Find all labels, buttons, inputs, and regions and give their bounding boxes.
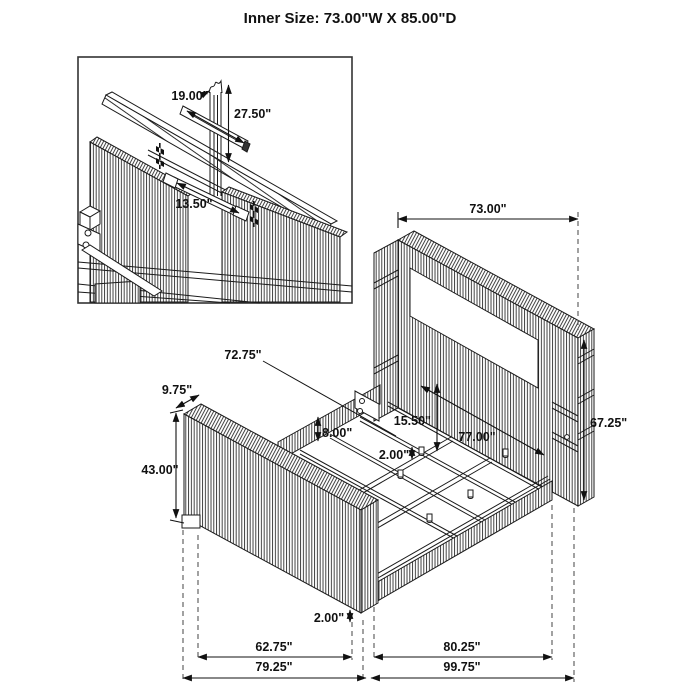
svg-text:13.50": 13.50" [175, 197, 213, 211]
svg-text:73.00": 73.00" [469, 202, 507, 216]
svg-text:27.50": 27.50" [234, 107, 272, 121]
svg-text:67.25": 67.25" [590, 416, 628, 430]
dim-side-front-length [374, 640, 552, 657]
page-title: Inner Size: 73.00"W X 85.00"D [243, 10, 457, 27]
svg-text:80.25": 80.25" [443, 640, 481, 654]
svg-text:19.00": 19.00" [171, 89, 209, 103]
svg-text:8.00": 8.00" [322, 426, 353, 440]
dim-overall-width [183, 660, 366, 678]
dim-slat-thickness [379, 447, 412, 462]
svg-text:77.00": 77.00" [458, 430, 496, 444]
footboard-foot [182, 515, 200, 528]
inset-detail-box [78, 57, 352, 303]
post-hole [565, 435, 570, 440]
svg-text:2.00": 2.00" [378, 448, 410, 462]
dim-footboard-height [141, 410, 184, 523]
svg-text:79.25": 79.25" [255, 660, 293, 674]
svg-text:43.00": 43.00" [141, 463, 179, 477]
svg-text:72.75": 72.75" [224, 348, 262, 362]
svg-text:2.00": 2.00" [313, 611, 345, 625]
dim-footboard-front-width [198, 640, 352, 657]
headboard [374, 231, 594, 506]
dim-footboard-depth [162, 383, 199, 408]
svg-text:15.50": 15.50" [393, 414, 431, 428]
right-side-rail [368, 476, 552, 603]
svg-text:62.75": 62.75" [255, 640, 293, 654]
dim-floor-clearance [314, 610, 350, 625]
dim-overall-length [371, 660, 574, 678]
svg-text:9.75": 9.75" [161, 383, 193, 397]
svg-text:99.75": 99.75" [443, 660, 481, 674]
